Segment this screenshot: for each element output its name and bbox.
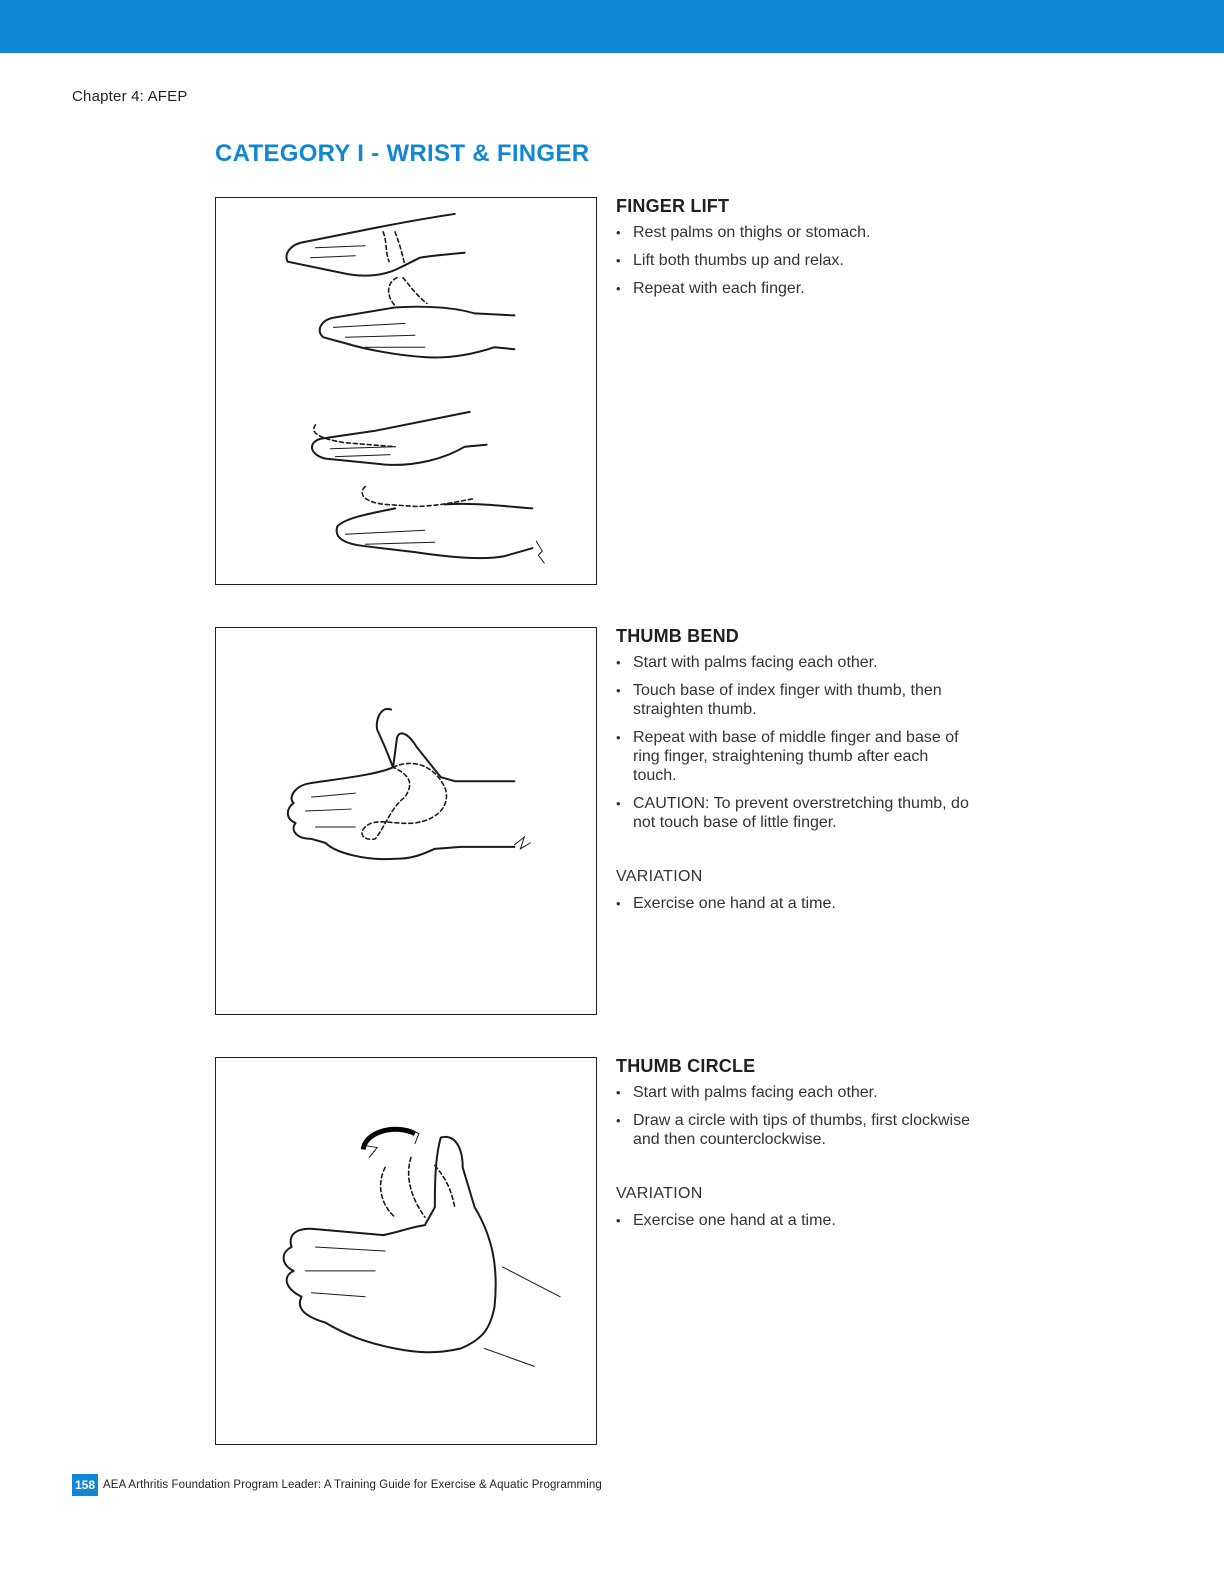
step: • Start with palms facing each other. xyxy=(616,653,976,672)
variation-label: VARIATION xyxy=(616,868,703,885)
step: • Start with palms facing each other. xyxy=(616,1083,976,1102)
exercise-steps xyxy=(616,1083,976,1149)
step: • Draw a circle with tips of thumbs, first clockwise and then counterclockwise. xyxy=(616,1111,976,1149)
variation-label: VARIATION xyxy=(616,1185,703,1202)
step: • Touch base of index finger with thumb, then straighten thumb. xyxy=(616,681,976,719)
variation-steps xyxy=(616,894,976,913)
exercise-steps xyxy=(616,653,976,832)
exercise-thumb-circle xyxy=(616,1056,976,1239)
exercise-title: FINGER LIFT xyxy=(616,196,730,216)
exercise-title: THUMB CIRCLE xyxy=(616,1056,756,1076)
exercise-steps xyxy=(616,223,976,298)
step: • CAUTION: To prevent overstretching thumb, do not touch base of little finger. xyxy=(616,794,976,832)
step: • Rest palms on thighs or stomach. xyxy=(616,223,976,242)
thumb-circle-illustration xyxy=(215,1057,597,1445)
thumb-bend-illustration xyxy=(215,627,597,1015)
category-title: CATEGORY I - WRIST & FINGER xyxy=(215,140,590,167)
chapter-label: Chapter 4: AFEP xyxy=(72,88,188,105)
step: • Repeat with each finger. xyxy=(616,279,976,298)
exercise-finger-lift xyxy=(616,196,976,307)
step: • Repeat with base of middle finger and base of ring finger, straightening thumb after each touch. xyxy=(616,728,976,785)
exercise-title: THUMB BEND xyxy=(616,626,739,646)
step: • Lift both thumbs up and relax. xyxy=(616,251,976,270)
hands-icon xyxy=(216,198,596,584)
hand-with-arrow-icon xyxy=(216,1058,596,1444)
exercise-thumb-bend xyxy=(616,626,976,922)
hand-icon xyxy=(216,628,596,1014)
footer-text: AEA Arthritis Foundation Program Leader: A Training Guide for Exercise & Aquatic Programming xyxy=(103,1479,602,1491)
step: • Exercise one hand at a time. xyxy=(616,1211,976,1230)
page-number: 158 xyxy=(72,1474,98,1496)
page-footer xyxy=(72,1474,602,1496)
step: • Exercise one hand at a time. xyxy=(616,894,976,913)
variation-steps xyxy=(616,1211,976,1230)
header-bar xyxy=(0,0,1224,53)
finger-lift-illustration xyxy=(215,197,597,585)
